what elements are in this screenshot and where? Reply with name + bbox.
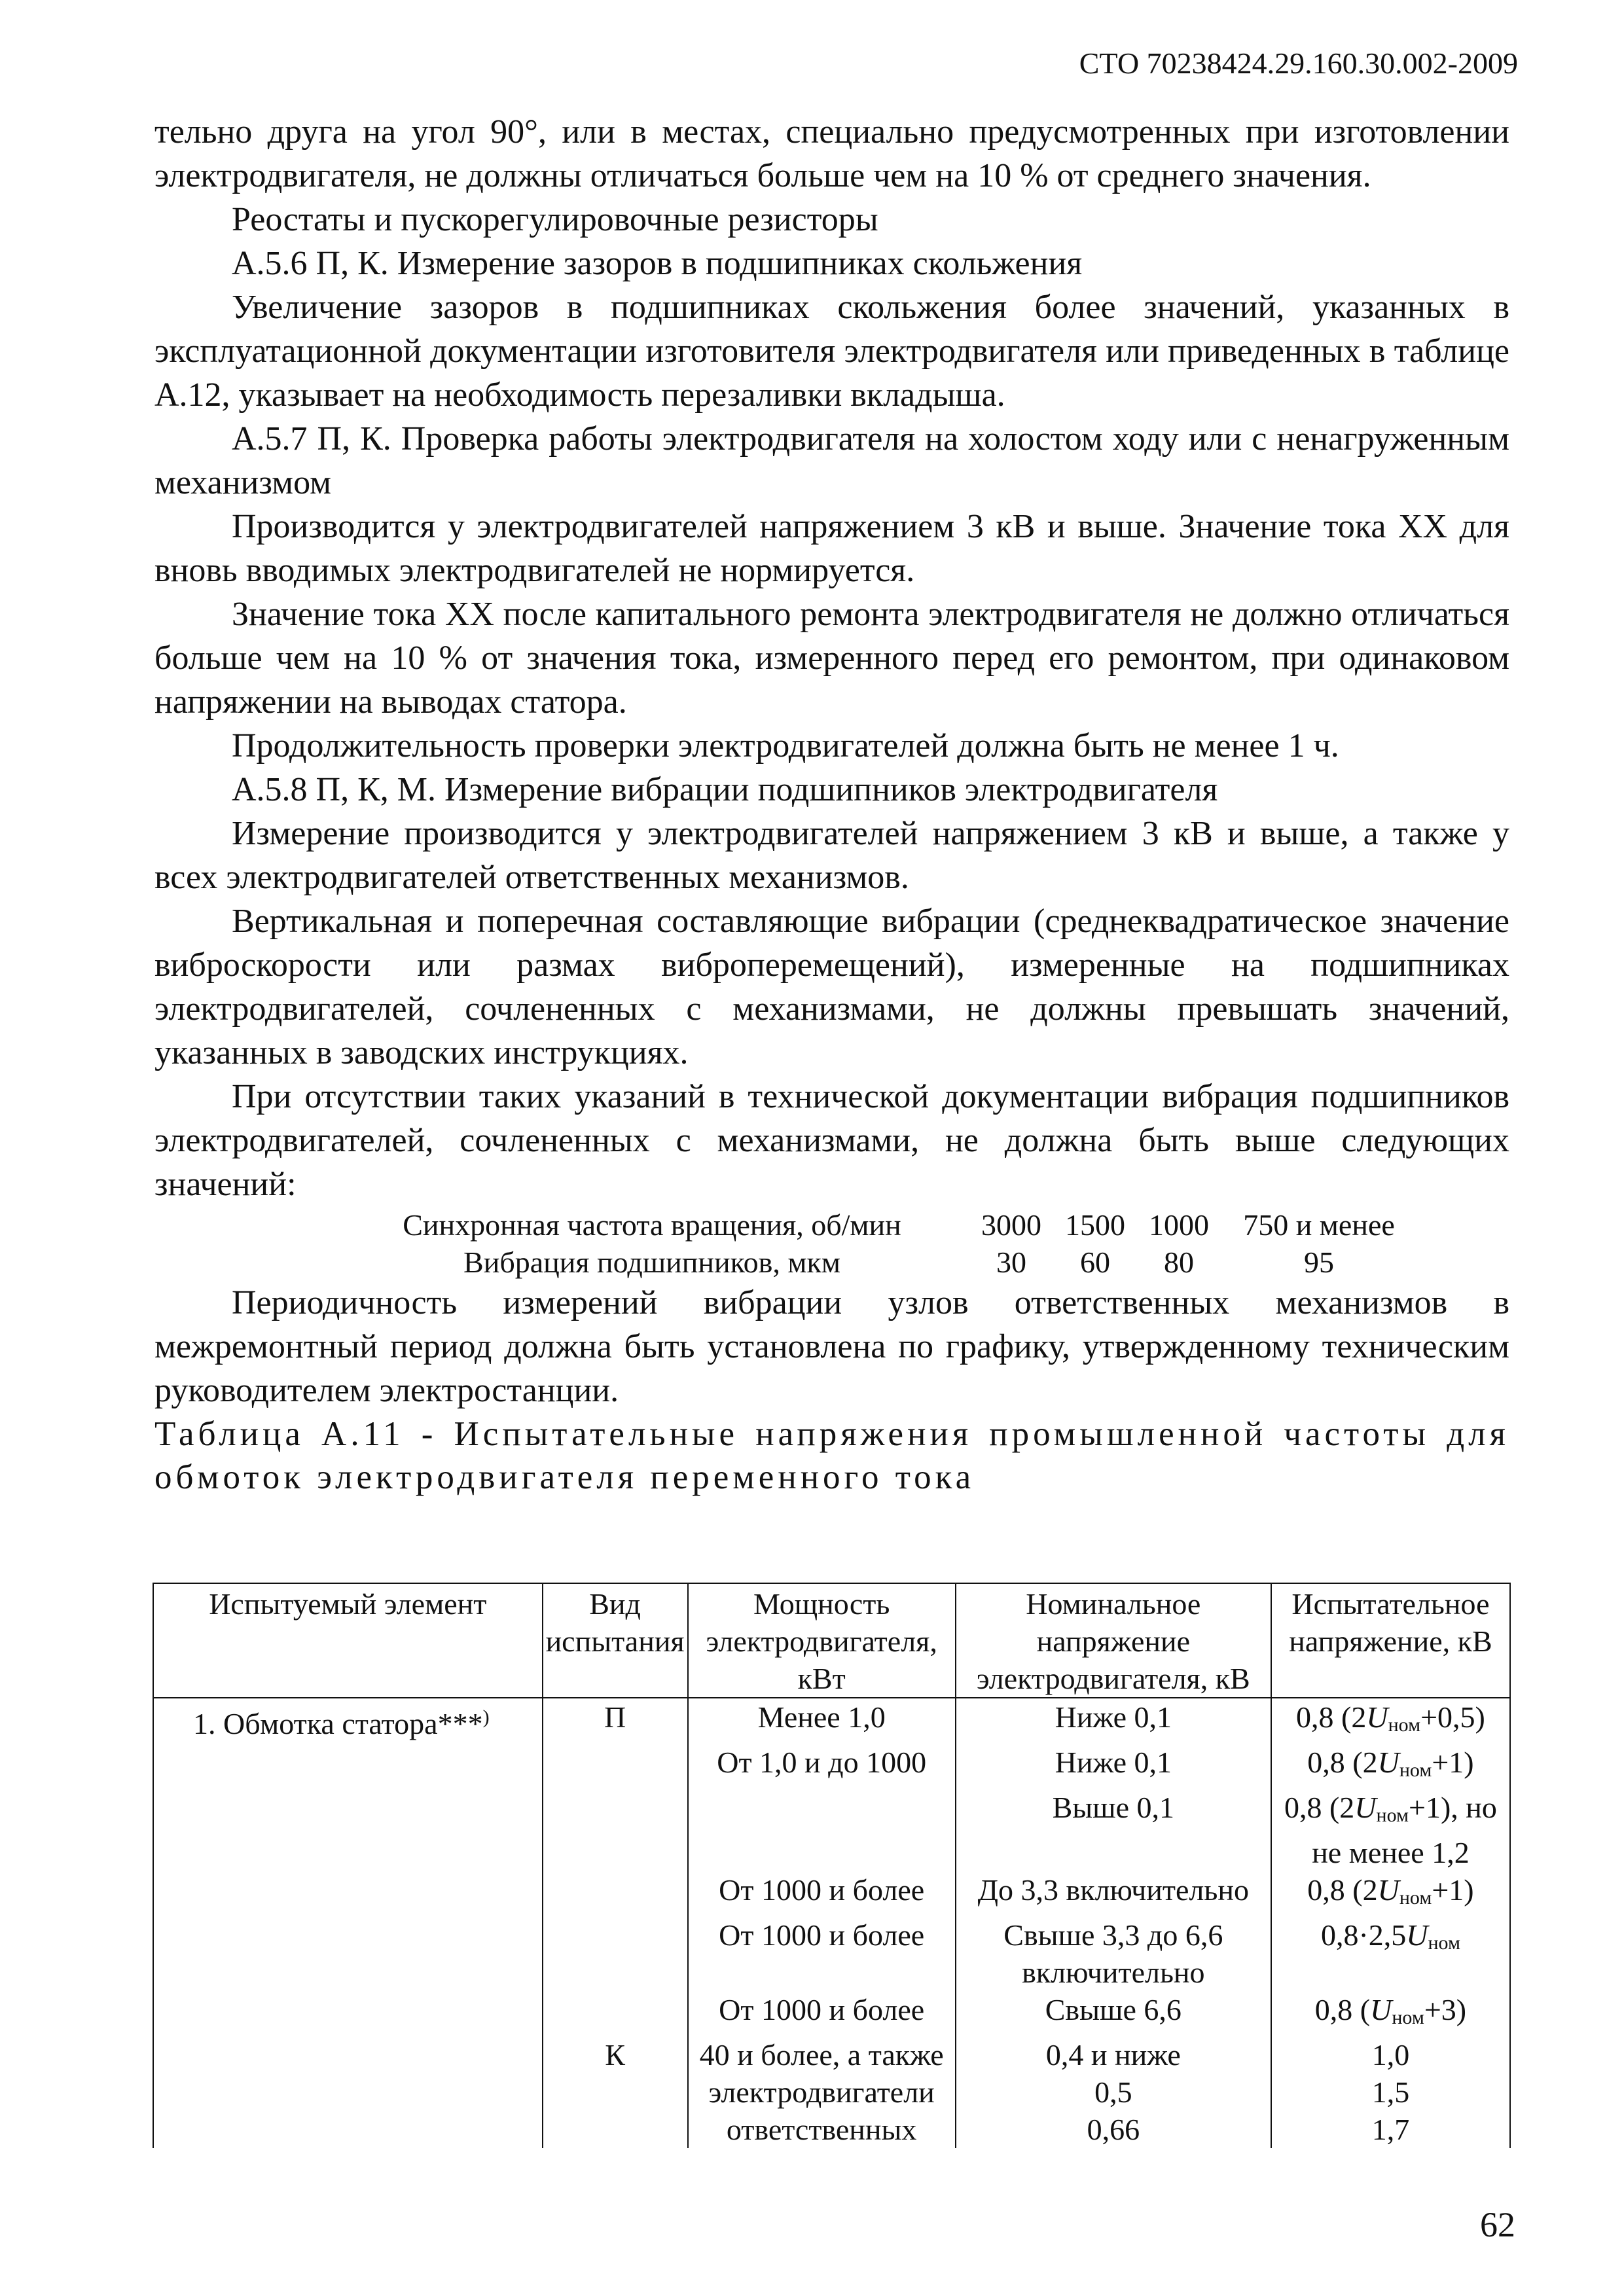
footnote-mark: ) — [482, 1706, 490, 1728]
motor-power: Менее 1,0 — [688, 1698, 956, 1744]
tested-element: 1. Обмотка статора*** — [193, 1707, 483, 1740]
motor-power: ответственных — [688, 2111, 956, 2148]
column-header: Испытательное напряжение, кВ — [1271, 1583, 1510, 1698]
vibration-speed-row — [334, 1206, 1417, 1244]
test-voltage: 1,5 — [1271, 2073, 1510, 2111]
vibration-label: Вибрация подшипников, мкм — [463, 1246, 840, 1279]
test-type: К — [543, 2036, 688, 2073]
column-header: Испытуемый элемент — [153, 1583, 543, 1698]
vibration-value: 95 — [1304, 1246, 1334, 1279]
nominal-voltage: Свыше 3,3 до 6,6 включительно — [956, 1916, 1271, 1991]
vibration-value: 80 — [1164, 1246, 1194, 1279]
column-header: Номинальное напряжение электродвигателя, кВ — [956, 1583, 1271, 1698]
test-type — [543, 2073, 688, 2111]
test-voltage: $0,8\cdot 2,5U_{ном}$ — [1271, 1916, 1510, 1991]
test-voltage: 1,0 — [1271, 2036, 1510, 2073]
nominal-voltage: Ниже 0,1 — [956, 1698, 1271, 1744]
nominal-voltage: До 3,3 включительно — [956, 1871, 1271, 1916]
test-type — [543, 1991, 688, 2036]
nominal-voltage: 0,5 — [956, 2073, 1271, 2111]
vibration-value: 60 — [1080, 1246, 1110, 1279]
paragraph: Вертикальная и поперечная составляющие вибрации (среднеквадратическое значение виброскорости или размах виброперемещений), измеренные на подшипниках электродвигателей, сочлененных с механизмами, не должны превышать значений, указанных в заводских инструкциях. — [154, 903, 1509, 1071]
paragraph: Периодичность измерений вибрации узлов ответственных механизмов в межремонтный период должна быть установлена по графику, утвержденному техническим руководителем электростанции. — [154, 1284, 1509, 1409]
speed-value: 1000 — [1149, 1208, 1209, 1242]
paragraph: Реостаты и пускорегулировочные резисторы — [232, 201, 878, 238]
paragraph: Продолжительность проверки электродвигателей должна быть не менее 1 ч. — [232, 727, 1339, 764]
test-voltage: 1,7 — [1271, 2111, 1510, 2148]
tested-element-cell — [153, 1698, 543, 2148]
vibration-value-row — [334, 1244, 1417, 1281]
test-voltage: 0,8 $(2U_{ном}+1)$, но не менее 1,2 — [1271, 1789, 1510, 1871]
nominal-voltage: 0,66 — [956, 2111, 1271, 2148]
nominal-voltage: Свыше 6,6 — [956, 1991, 1271, 2036]
paragraph: Увеличение зазоров в подшипниках скольжения более значений, указанных в эксплуатационной документации изготовителя электродвигателя или приведенных в таблице А.12, указывает на необходимость перезаливки вкладыша. — [154, 289, 1509, 414]
section-heading: А.5.6 П, К. Измерение зазоров в подшипниках скольжения — [232, 245, 1083, 282]
paragraph: При отсутствии таких указаний в технической документации вибрация подшипников электродвигателей, сочлененных с механизмами, не должна быть выше следующих значений: — [154, 1078, 1509, 1203]
motor-power: От 1,0 и до 1000 — [688, 1744, 956, 1789]
paragraph: Измерение производится у электродвигателей напряжением 3 кВ и выше, а также у всех электродвигателей ответственных механизмов. — [154, 815, 1509, 896]
speed-value: 3000 — [981, 1208, 1041, 1242]
test-type — [543, 1789, 688, 1871]
vibration-value: 30 — [996, 1246, 1026, 1279]
test-voltage: 0,8 $(2U_{ном}+0,5)$ — [1271, 1698, 1510, 1744]
column-header: Вид испытания — [543, 1583, 688, 1698]
paragraph: тельно друга на угол 90°, или в местах, специально предусмотренных при изготовлении электродвигателя, не должны отличаться больше чем на 10 % от среднего значения. — [154, 113, 1509, 194]
motor-power: электродвигатели — [688, 2073, 956, 2111]
test-type: П — [543, 1698, 688, 1744]
test-voltage: 0,8 $(U_{ном}+3)$ — [1271, 1991, 1510, 2036]
test-voltage-table — [153, 1583, 1511, 2148]
nominal-voltage: Выше 0,1 — [956, 1789, 1271, 1871]
table-header-row — [153, 1583, 1510, 1698]
test-type — [543, 1744, 688, 1789]
table-caption: Таблица А.11 - Испытательные напряжения промышленной частоты для обмоток электродвигателя переменного тока — [154, 1415, 1509, 1496]
document-code-header: СТО 70238424.29.160.30.002-2009 — [1079, 46, 1518, 80]
motor-power — [688, 1789, 956, 1871]
section-heading: А.5.7 П, К. Проверка работы электродвигателя на холостом ходу или с ненагруженным механизмом — [154, 420, 1509, 501]
page-number: 62 — [1480, 2205, 1515, 2244]
speed-value: 1500 — [1065, 1208, 1125, 1242]
motor-power: От 1000 и более — [688, 1991, 956, 2036]
motor-power: От 1000 и более — [688, 1916, 956, 1991]
section-heading: А.5.8 П, К, М. Измерение вибрации подшипников электродвигателя — [232, 771, 1218, 808]
test-type — [543, 1871, 688, 1916]
test-type — [543, 2111, 688, 2148]
table-row — [153, 1698, 1510, 1744]
nominal-voltage: 0,4 и ниже — [956, 2036, 1271, 2073]
column-header: Мощность электродвигателя, кВт — [688, 1583, 956, 1698]
nominal-voltage: Ниже 0,1 — [956, 1744, 1271, 1789]
speed-label: Синхронная частота вращения, об/мин — [403, 1208, 901, 1242]
paragraph: Значение тока ХХ после капитального ремонта электродвигателя не должно отличаться больше чем на 10 % от значения тока, измеренного перед его ремонтом, при одинаковом напряжении на выводах статора. — [154, 596, 1509, 721]
test-voltage: 0,8 $(2U_{ном}+1)$ — [1271, 1744, 1510, 1789]
body-text — [154, 110, 1509, 1499]
motor-power: 40 и более, а также — [688, 2036, 956, 2073]
paragraph: Производится у электродвигателей напряжением 3 кВ и выше. Значение тока ХХ для вновь вводимых электродвигателей не нормируется. — [154, 508, 1509, 589]
motor-power: От 1000 и более — [688, 1871, 956, 1916]
vibration-limits-table — [334, 1206, 1417, 1281]
test-voltage: 0,8 $(2U_{ном}+1)$ — [1271, 1871, 1510, 1916]
speed-value: 750 и менее — [1243, 1208, 1395, 1242]
test-type — [543, 1916, 688, 1991]
